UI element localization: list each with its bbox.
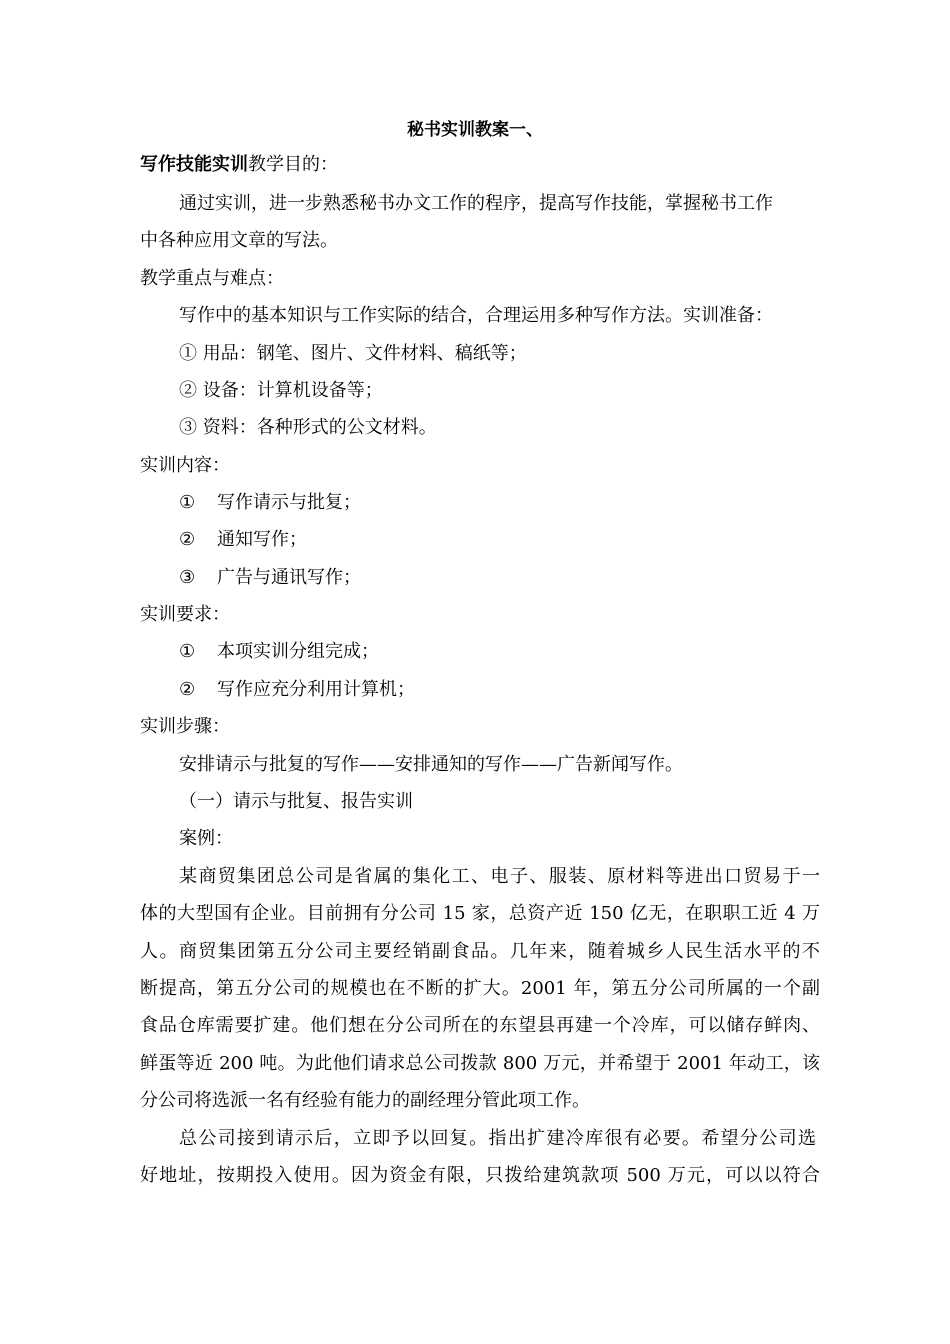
section-heading: （一）请示与批复、报告实训 [179, 791, 413, 812]
case-paragraph-line: 总公司接到请示后，立即予以回复。指出扩建冷库很有必要。希望分公司选 [179, 1128, 816, 1149]
content-heading: 实训内容： [140, 455, 230, 476]
steps-text: 安排请示与批复的写作——安排通知的写作——广告新闻写作。 [179, 754, 683, 775]
heading-bold-part: 写作技能实训 [140, 154, 248, 175]
prep-item: ③ 资料：各种形式的公文材料。 [179, 417, 437, 438]
prep-item: ① 用品：钢笔、图片、文件材料、稿纸等； [179, 343, 527, 364]
objective-line-1: 通过实训，进一步熟悉秘书办文工作的程序，提高写作技能，掌握秘书工作 [179, 193, 773, 214]
list-text: 通知写作； [217, 529, 307, 550]
list-text: 本项实训分组完成； [217, 641, 379, 662]
list-number: ② [179, 679, 196, 700]
requirements-heading: 实训要求： [140, 604, 230, 625]
case-label: 案例： [179, 828, 233, 849]
list-text: 写作请示与批复； [217, 492, 361, 513]
objective-line-2: 中各种应用文章的写法。 [140, 230, 338, 251]
steps-heading: 实训步骤： [140, 716, 230, 737]
case-paragraph-line: 断提高，第五分公司的规模也在不断的扩大。2001 年，第五分公司所属的一个副 [140, 978, 820, 999]
requirement-item [179, 678, 869, 702]
heading-rest-part: 教学目的： [248, 154, 338, 175]
case-paragraph-line: 体的大型国有企业。目前拥有分公司 15 家，总资产近 150 亿无，在职职工近 4 万 [140, 903, 820, 924]
case-paragraph-line: 分公司将选派一名有经验有能力的副经理分管此项工作。 [140, 1090, 590, 1111]
case-paragraph-line: 某商贸集团总公司是省属的集化工、电子、服装、原材料等进出口贸易于一 [179, 866, 820, 887]
content-item [179, 566, 869, 590]
document-title: 秘书实训教案一、 [407, 120, 543, 140]
key-points-text: 写作中的基本知识与工作实际的结合，合理运用多种写作方法。实训准备： [179, 305, 773, 326]
case-paragraph-line: 人。商贸集团第五分公司主要经销副食品。几年来，随着城乡人民生活水平的不 [140, 941, 820, 962]
requirement-item [179, 640, 869, 664]
list-number: ③ [179, 567, 196, 588]
list-text: 写作应充分利用计算机； [217, 679, 415, 700]
prep-item: ② 设备：计算机设备等； [179, 380, 383, 401]
key-points-heading: 教学重点与难点： [140, 268, 284, 289]
list-number: ② [179, 529, 196, 550]
content-item [179, 491, 869, 515]
list-text: 广告与通讯写作； [217, 567, 361, 588]
case-paragraph-line: 鲜蛋等近 200 吨。为此他们请求总公司拨款 800 万元，并希望于 2001 年动工，该 [140, 1053, 820, 1074]
teaching-objective-heading [140, 153, 830, 177]
case-paragraph-line: 食品仓库需要扩建。他们想在分公司所在的东望县再建一个冷库，可以储存鲜肉、 [140, 1015, 820, 1036]
list-number: ① [179, 641, 196, 662]
case-paragraph-line: 好地址，按期投入使用。因为资金有限，只拨给建筑款项 500 万元，可以以符合 [140, 1165, 820, 1186]
list-number: ① [179, 492, 196, 513]
content-item [179, 528, 869, 552]
